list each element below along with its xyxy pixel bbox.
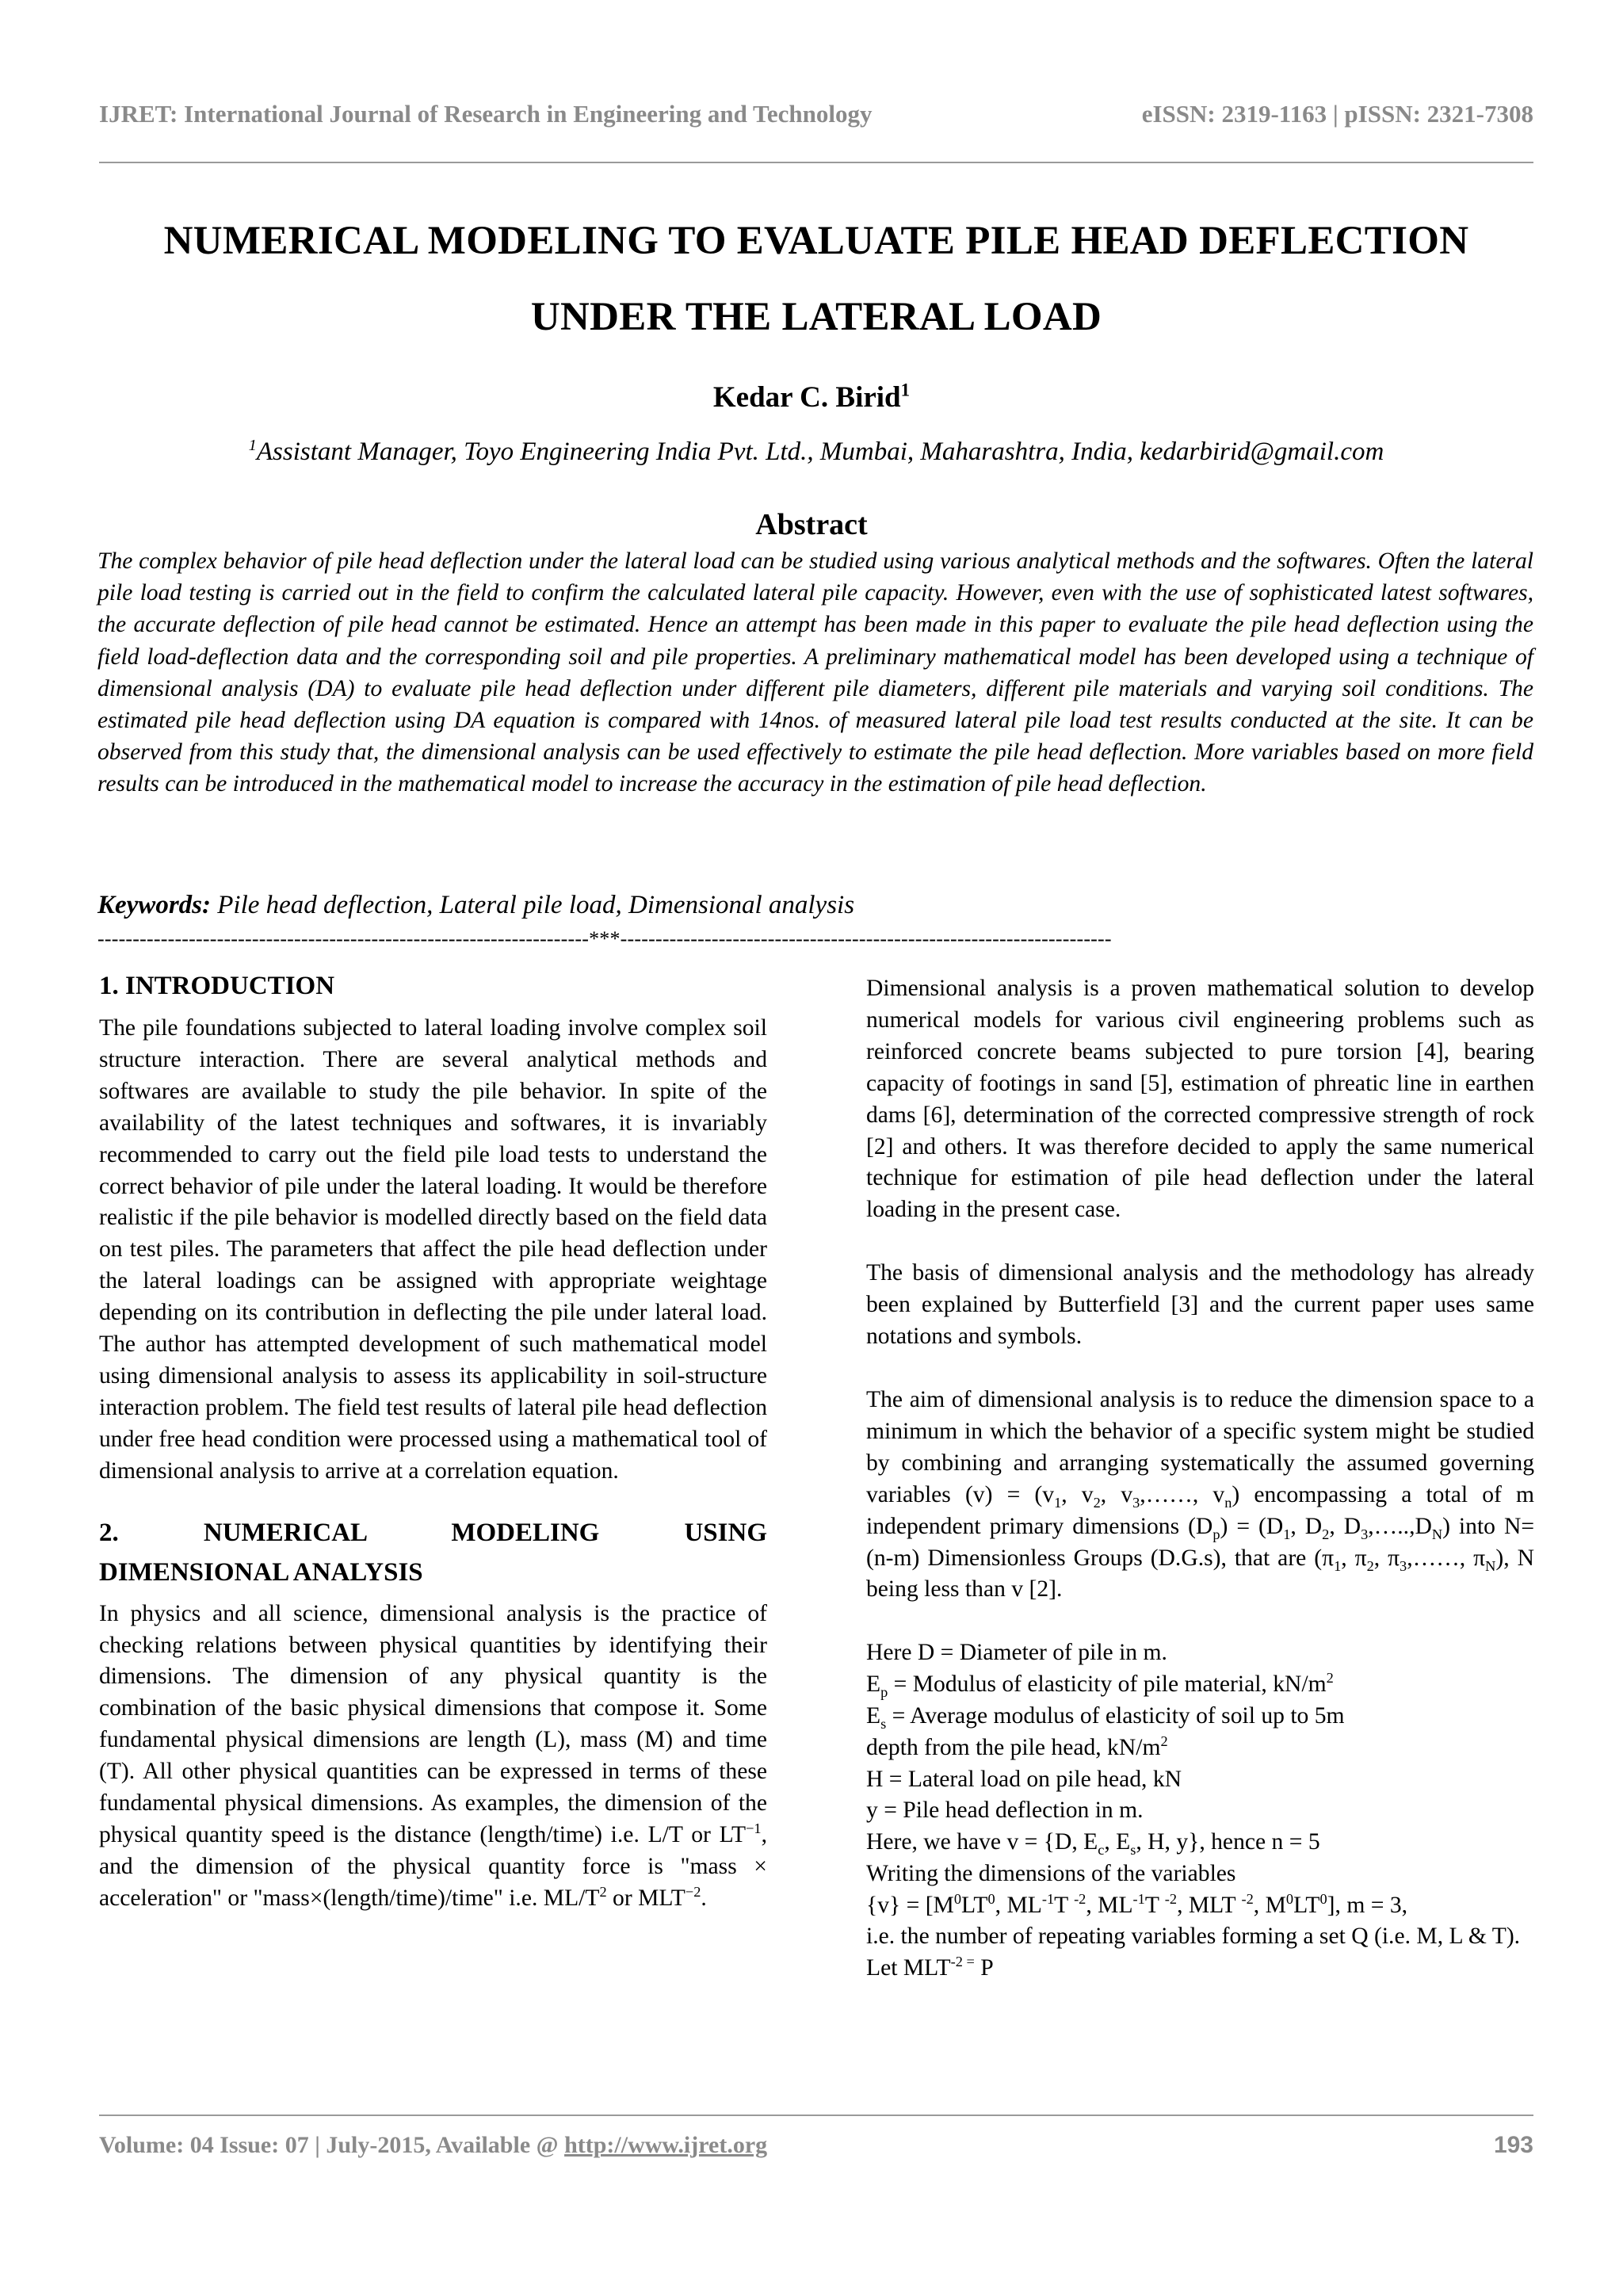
author-affiliation: $^1$Assistant Manager, Toyo Engineering India Pvt. Ltd., Mumbai, Maharashtra, India, kedarbirid@gmail.com [248,437,1384,466]
right-column [866,973,1534,1985]
definition-line: depth from the pile head, $kN/m^2$ [866,1733,1168,1760]
left-column [99,970,767,1915]
section-separator: ----------------------------------------------------------------------***---------------------------------------------------------------------- [97,927,1112,950]
issn-numbers: eISSN: 2319-1163 | pISSN: 2321-7308 [1141,100,1533,128]
footer-divider [99,2115,1533,2116]
definition-line: i.e. the number of repeating variables forming a set Q (i.e. M, L & T). [866,1924,1521,1950]
definition-line: $\{v\} = [M^0LT^0$, $ML^{-1}T$ $^{-2}$, $ML^{-1}T$ $^{-2}$, MLT $^{-2}$, $M^0LT^0$], m = 3, [866,1890,1408,1918]
abstract-text: The complex behavior of pile head deflection under the lateral load can be studied using various analytical methods and the softwares. Often the lateral pile load testing is carried out in the field to confirm the calculated lateral pile capacity. However, even with the use of sophisticated latest softwares, the accurate deflection of pile head cannot be estimated. Hence an attempt has been made in this paper to evaluate the pile head deflection using the field load-deflection data and the corresponding soil and pile properties. A preliminary mathematical model has been developed using a technique of dimensional analysis (DA) to evaluate pile head deflection under different pile diameters, different pile materials and varying soil conditions. The estimated pile head deflection using DA equation is compared with 14nos. of measured lateral pile load test results conducted at the site. It can be observed from this study that, the dimensional analysis can be used effectively to estimate the pile head deflection. More variables based on more field results can be introduced in the mathematical model to increase the accuracy in the estimation of pile head deflection. [97,548,1533,797]
title-line-1: NUMERICAL MODELING TO EVALUATE PILE HEAD DEFLECTION [163,219,1469,263]
definition-line: y = Pile head deflection in m. [866,1797,1144,1824]
right-paragraph-2: The basis of dimensional analysis and the methodology has already been explained by Butterfield [3] and the current paper uses same notations and symbols. [866,1260,1534,1350]
header-divider [99,162,1533,163]
section-1-heading: 1. INTRODUCTION [99,972,335,1000]
footer-volume-info: Volume: 04 Issue: 07 | July-2015, Available @ http://www.ijret.org [99,2132,768,2158]
keywords-label: Keywords: [97,891,211,919]
definition-line: $E_p$ = Modulus of elasticity of pile material, $kN/m^2$ [866,1670,1334,1701]
page-number: 193 [1493,2132,1533,2158]
definition-line: $E_s$ = Average modulus of elasticity of soil up to 5m [866,1702,1345,1732]
paper-title [79,203,1553,355]
definition-line: Here D = Diameter of pile in m. [866,1640,1167,1666]
journal-website-link[interactable]: http://www.ijret.org [564,2132,768,2158]
abstract-heading: Abstract [755,508,868,541]
variable-definitions [866,1637,1534,1985]
introduction-paragraph: The pile foundations subjected to lateral loading involve complex soil structure interaction. There are several analytical methods and softwares are available to study the pile behavior. In spite of the availability of the latest techniques and softwares, it is invariably recommended to carry out the field pile load tests to understand the correct behavior of pile under the lateral loading. It would be therefore realistic if the pile behavior is modelled directly based on the field data on test piles. The parameters that affect the pile head deflection under the lateral loadings can be assigned with appropriate weightage depending on its contribution in deflecting the pile under lateral load. The author has attempted development of such mathematical model using dimensional analysis to assess its applicability in soil-structure interaction problem. The field test results of lateral pile head deflection under free head condition were processed using a mathematical tool of dimensional analysis to arrive at a correlation equation. [99,1015,767,1484]
title-line-2: UNDER THE LATERAL LOAD [530,295,1102,339]
keywords-text: Pile head deflection, Lateral pile load, Dimensional analysis [211,891,855,919]
author-name: Kedar C. Birid$^1$ [712,380,911,414]
definition-line: Writing the dimensions of the variables [866,1860,1236,1886]
keywords [97,891,1533,920]
right-paragraph-3: The aim of dimensional analysis is to reduce the dimension space to a minimum in which the behavior of a specific system might be studied by combining and arranging systematically the assumed governing variables $(v) = (v_1$, $v_2$, $v_3,\dots\dots$, $v_n$) encompassing a total of m independent primary dimensions $(D_p) = (D_1$, $D_2$, $D_3,\dots..,D_N$) into N= (n-m) Dimensionless Groups (D.G.s), that are ($\pi_1$, $\pi_2$, $\pi_3,\dots\dots$, $\pi_N$), N being less than v [2]. [866,1386,1535,1603]
right-paragraph-1: Dimensional analysis is a proven mathematical solution to develop numerical models for various civil engineering problems such as reinforced concrete beams subjected to pure torsion [4], bearing capacity of footings in sand [5], estimation of phreatic line in earthen dams [6], determination of the corrected compressive strength of rock [2] and others. It was therefore decided to apply the same numerical technique for estimation of pile head deflection under the lateral loading in the present case. [866,976,1534,1223]
definition-line: H = Lateral load on pile head, kN [866,1766,1182,1792]
section-2-heading-line-1: 2. NUMERICAL MODELING USING [99,1518,767,1547]
definition-line: Let $MLT^{-2 =}$ P [866,1954,994,1981]
section-2-heading-line-2: DIMENSIONAL ANALYSIS [99,1557,423,1587]
definition-line: Here, we have v = {D, $E_c$, $E_s$, H, y}, hence n = 5 [866,1829,1320,1858]
dimensional-analysis-paragraph: In physics and all science, dimensional analysis is the practice of checking relations between physical quantities by identifying their dimensions. The dimension of any physical quantity is the combination of the basic physical dimensions that compose it. Some fundamental physical dimensions are length (L), mass (M) and time (T). All other physical quantities can be expressed in terms of these fundamental physical dimensions. As examples, the dimension of the physical quantity speed is the distance (length/time) i.e. L/T or $LT^{-1}$, and the dimension of the physical quantity force is "mass × acceleration" or "mass×(length/time)/time" i.e. $ML/T^2$ or $MLT^{-2}$. [99,1600,767,1911]
journal-name: IJRET: International Journal of Research in Engineering and Technology [99,100,873,128]
